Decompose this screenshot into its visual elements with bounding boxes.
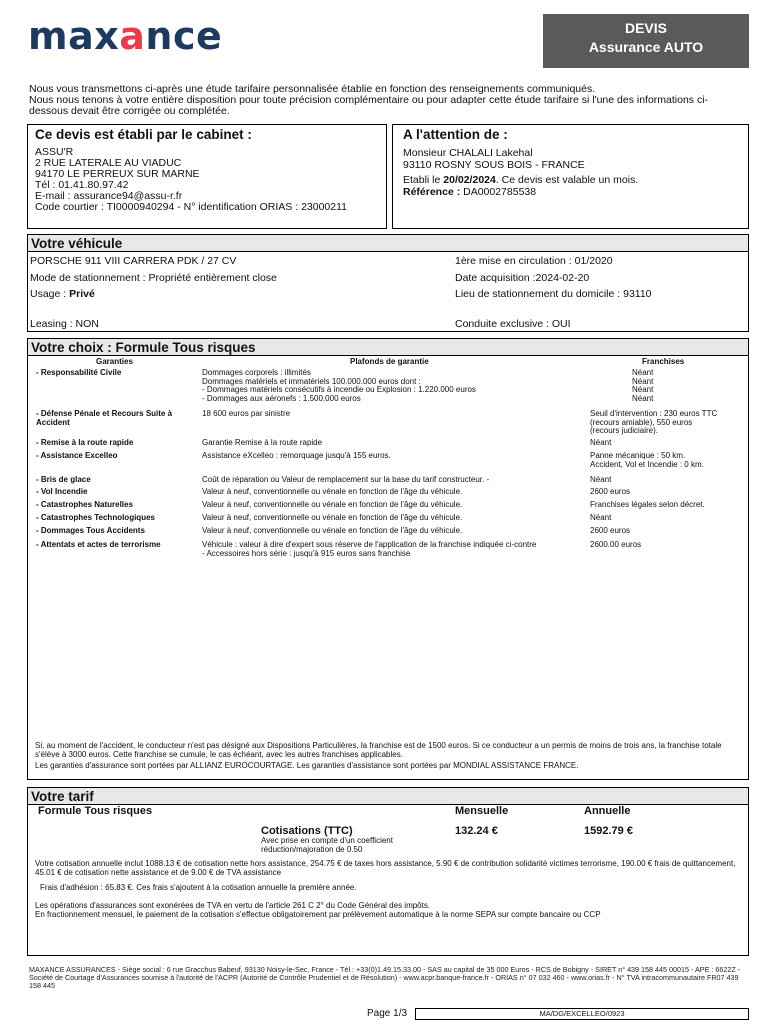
plafond-cell: Valeur à neuf, conventionnelle ou vénale en fonction de l'âge du véhicule. [202,500,463,509]
attention-details: Monsieur CHALALI Lakehal 93110 ROSNY SOUS BOIS - FRANCE Etabli le 20/02/2024. Ce devis est valable un mois. Référence : DA0002785538 [403,147,639,198]
cabinet-email[interactable]: E-mail : assurance94@assu-r.fr [35,190,183,202]
tarif-formule: Formule Tous risques [38,805,153,817]
franchise-cell: Néant Néant Néant Néant [632,368,654,403]
attention-box [392,124,749,229]
franchise-cell: 2600.00 euros [590,540,642,549]
garantie-cell: - Catastrophes Technologiques [36,513,155,522]
franchise-cell: Néant [590,438,612,447]
plafond-cell: Valeur à neuf, conventionnelle ou vénale en fonction de l'âge du véhicule. [202,526,463,535]
plafond-cell: 18 600 euros par sinistre [202,409,291,418]
document-code: MA/DG/EXCELLEO/0923 [415,1008,749,1020]
choix-title: Votre choix : Formule Tous risques [28,339,748,356]
tarif-tva: Les opérations d'assurances sont exonérées de TVA en vertu de l'article 261 C 2° du Code Général des impôts. En fractionnement mensuel, le paiement de la cotisation s'effectue obligatoirement par prélèvement automatique à la norme SEPA sur compte bancaire ou CCP [35,901,601,919]
cotisation-label: Cotisations (TTC) [261,825,353,837]
franchise-cell: Panne mécanique : 50 km. Accident, Vol et Incendie : 0 km. [590,451,704,469]
vehicule-usage: Usage : Privé [30,288,95,300]
cabinet-title: Ce devis est établi par le cabinet : [35,127,252,142]
vehicule-stationnement: Mode de stationnement : Propriété entièrement close [30,272,277,284]
vehicule-acquisition: Date acquisition :2024-02-20 [455,272,590,284]
plafond-cell: Valeur à neuf, conventionnelle ou vénale en fonction de l'âge du véhicule. [202,513,463,522]
devis-subtitle: Assurance AUTO [588,39,704,55]
attention-title: A l'attention de : [403,127,508,142]
devis-title: DEVIS [624,20,667,36]
plafond-cell: Coût de réparation ou Valeur de remplacement sur la base du tarif constructeur. - [202,475,490,484]
vehicule-leasing: Leasing : NON [30,318,99,330]
page-number: Page 1/3 [367,1008,408,1019]
col-annuelle: Annuelle [584,805,631,817]
garantie-cell: - Responsabilité Civile [36,368,122,377]
vehicule-conduite: Conduite exclusive : OUI [455,318,571,330]
plafond-cell: Véhicule : valeur à dire d'expert sous réserve de l'application de la franchise indiquée ci-contre - Accessoires hors série : jusqu'à 915 euros sans franchise [202,540,537,558]
garantie-cell: - Défense Pénale et Recours Suite à Accident [36,409,173,427]
garantie-cell: - Vol Incendie [36,487,88,496]
franchise-cell: Néant [590,513,612,522]
col-mensuelle: Mensuelle [455,805,509,817]
vehicule-model: PORSCHE 911 VIII CARRERA PDK / 27 CV [30,255,237,267]
franchise-cell: 2600 euros [590,526,631,535]
plafond-cell: Assistance eXcelleo : remorquage jusqu'à 155 euros. [202,451,391,460]
franchise-cell: Franchises légales selon décret. [590,500,705,509]
vehicule-title: Votre véhicule [28,235,748,252]
cabinet-box [27,124,387,229]
garantie-cell: - Attentats et actes de terrorisme [36,540,161,549]
choix-section [27,338,749,780]
annuelle-value: 1592.79 € [584,825,633,837]
franchise-cell: 2600 euros [590,487,631,496]
garantie-cell: - Remise à la route rapide [36,438,134,447]
garantie-cell: - Assistance Excelleo [36,451,118,460]
vehicule-section [27,234,749,332]
vehicule-circulation: 1ère mise en circulation : 01/2020 [455,255,613,267]
franchise-cell: Seuil d'intervention : 230 euros TTC (recours amiable), 550 euros (recours judiciaire). [590,409,718,435]
plafond-cell: Dommages corporels : illimités Dommages matériels et immatériels 100.000.000 euros dont : - Dommages matériels consécutifs à incendie ou Explosion : 1.220.000 euros - Dommages aux aéronefs : 1.500.000 euros [202,368,476,403]
cotisation-note: Avec prise en compte d'un coefficient réduction/majoration de 0.50 [261,836,393,854]
footer-legal: MAXANCE ASSURANCES - Siège social : 6 rue Gracchus Babeuf, 93130 Noisy-le-Sec, France - Tél : +33(0)1.49.15.33.00 - SAS au capital de 35 000 Euros - RCS de Bobigny - SIRET n° 439 158 445 00015 - APE : 6622Z - Société de Courtage d'Assurances soumise à l'autorité de l'ACPR (Autorité de Contrôle Prudentiel et de Résolution) - www.acpr.banque-france.fr - ORIAS n° 07 032 460 - www.orias.fr - N° TVA intracommunautaire FR07 439 158 445 [29,965,741,990]
garantie-cell: - Catastrophes Naturelles [36,500,133,509]
tarif-adhesion: Frais d'adhésion : 65.83 €. Ces frais s'ajoutent à la cotisation annuelle la première année. [40,883,357,892]
garantie-cell: - Bris de glace [36,475,91,484]
garantie-cell: - Dommages Tous Accidents [36,526,145,535]
vehicule-lieu: Lieu de stationnement du domicile : 93110 [455,288,652,300]
choix-note-1: Si, au moment de l'accident, le conducteur n'est pas désigné aux Dispositions Particulières, la franchise est de 1500 euros. Si ce conducteur a un permis de moins de trois ans, la franchise totale s'élève à 3000 euros. Cette franchise se cumule, le cas échéant, avec les autres franchises applicables. [35,741,722,759]
maxance-logo: maxance [28,14,223,58]
tarif-section [27,787,749,956]
choix-note-2: Les garanties d'assurance sont portées par ALLIANZ EUROCOURTAGE. Les garanties d'assistance sont portées par MONDIAL ASSISTANCE FRANCE. [35,761,579,770]
devis-header [543,14,749,68]
plafond-cell: Garantie Remise à la route rapide [202,438,323,447]
franchise-cell: Néant [590,475,612,484]
tarif-detail: Votre cotisation annuelle inclut 1088.13 € de cotisation nette hors assistance, 254.75 € de taxes hors assistance, 5.90 € de contribution solidarité victimes terrorisme, 190.00 € frais de quittancement, 45.01 € de cotisation nette assistance et de 9.00 € de TVA assistance [35,859,736,877]
intro-text: Nous vous transmettons ci-après une étude tarifaire personnalisée établie en fonction des renseignements communiqués. Nous nous tenons à votre entière disposition pour toute précision complémentaire ou pour adapter cette étude tarifaire si l'une des informations ci-dessous devait être corrigée ou complétée. [29,83,709,117]
tarif-title: Votre tarif [28,788,748,805]
cabinet-address: ASSU'R 2 RUE LATERALE AU VIADUC 94170 LE PERREUX SUR MARNE Tél : 01.41.80.97.42 E-mail : assurance94@assu-r.fr Code courtier : TI0000940294 - N° identification ORIAS : 23000211 [35,146,348,213]
plafond-cell: Valeur à neuf, conventionnelle ou vénale en fonction de l'âge du véhicule. [202,487,463,496]
garanties-table: Garanties Plafonds de garantie Franchises - Responsabilité Civile Dommages corporels : illimités Dommages matériels et immatériels 100.000.000 euros dont : - Dommages matériels consécutifs à incendie ou Explosion : 1.220.000 euros - Dommages aux aéronefs : 1.500.000 euros Néant Néant Néant Néant - Défense Pénale et Recours Suite à Accident 18 600 euros par sinistre Seuil d'intervention : 230 euros TTC (recours amiable), 550 euros (recours judiciaire). - Remise à la route rapide Garantie Remise à la route rapide Néant - Assistance Excelleo Assistance eXcelleo : remorquage jusqu'à 155 euros. Panne mécanique : 50 km. Accident, Vol et Incendie : 0 km. - Bris de glace Coût de réparation ou Valeur de remplacement sur la base du tarif constructeur. - Néant - Vol Incendie Valeur à neuf, conventionnelle ou vénale en fonction de l'âge du véhicule. 2600 euros - Catastrophes Naturelles Valeur à neuf, conventionnelle ou vénale en fonction de l'âge du véhicule. Franchises légales selon décret. - Catastrophes Technologiques Valeur à neuf, conventionnelle ou vénale en fonction de l'âge du véhicule. Néant - Dommages Tous Accidents Valeur à neuf, conventionnelle ou vénale en fonction de l'âge du véhicule. 2600 euros - Attentats et actes de terrorisme Véhicule : valeur à dire d'expert sous réserve de l'application de la franchise indiquée ci-contre - Accessoires hors série : jusqu'à 915 euros sans franchise 2600.00 euros [28,358,748,598]
mensuelle-value: 132.24 € [455,825,498,837]
